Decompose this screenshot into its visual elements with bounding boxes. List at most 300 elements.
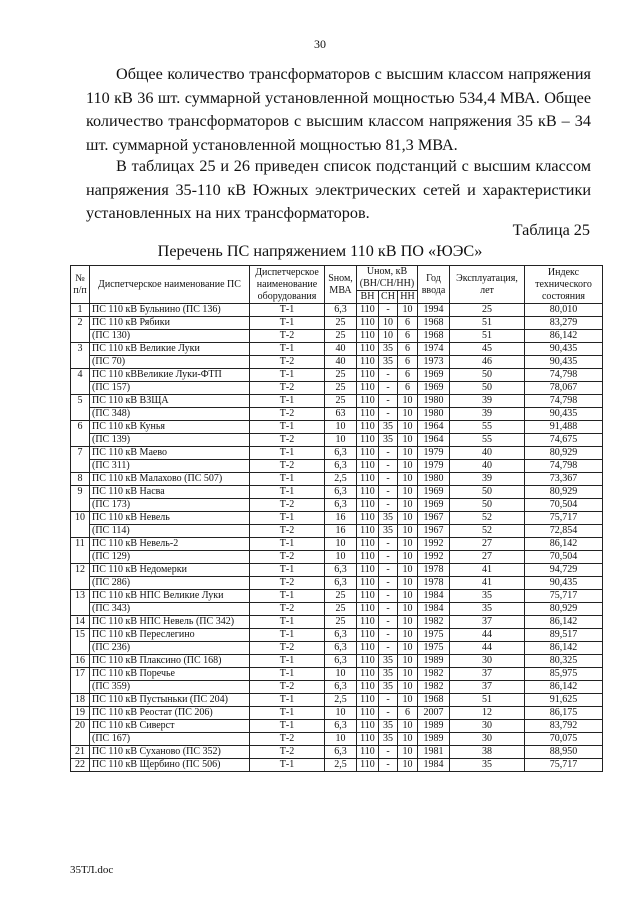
cell-condition-index: 74,798 <box>525 460 603 473</box>
cell-u-vn: 110 <box>357 746 379 759</box>
cell-exploitation: 38 <box>450 746 525 759</box>
cell-num: 17 <box>71 668 90 694</box>
cell-snom: 40 <box>325 356 357 369</box>
cell-u-vn: 110 <box>357 629 379 642</box>
cell-u-nn: 10 <box>398 512 418 525</box>
cell-condition-index: 86,142 <box>525 616 603 629</box>
cell-substation-name: ПС 110 кВ Кунья <box>90 421 250 434</box>
cell-u-sn: - <box>379 382 398 395</box>
header-name: Диспетчерское наименование ПС <box>90 266 250 304</box>
cell-year: 1992 <box>418 551 450 564</box>
table-row <box>71 395 603 408</box>
cell-equipment: Т-1 <box>250 512 325 525</box>
cell-year: 1979 <box>418 460 450 473</box>
table-row <box>71 551 603 564</box>
cell-year: 1989 <box>418 733 450 746</box>
cell-substation-name: ПС 110 кВ Недомерки <box>90 564 250 577</box>
paragraph-transformer-totals: Общее количество трансформаторов с высшим классом напряжения 110 кВ 36 шт. суммарной установленной мощностью 534,4 МВА. Общее количество трансформаторов с высшим классом напряжения 35 кВ – 34 шт. суммарной установленной мощностью 81,3 МВА. <box>86 65 591 154</box>
cell-equipment: Т-2 <box>250 681 325 694</box>
cell-condition-index: 86,142 <box>525 330 603 343</box>
cell-u-sn: 35 <box>379 356 398 369</box>
cell-equipment: Т-2 <box>250 408 325 421</box>
cell-snom: 10 <box>325 421 357 434</box>
cell-exploitation: 50 <box>450 499 525 512</box>
table-row <box>71 655 603 668</box>
cell-u-vn: 110 <box>357 499 379 512</box>
cell-u-vn: 110 <box>357 694 379 707</box>
cell-exploitation: 37 <box>450 681 525 694</box>
cell-substation-name: ПС 110 кВ Рябики <box>90 317 250 330</box>
cell-year: 1973 <box>418 356 450 369</box>
cell-equipment: Т-2 <box>250 733 325 746</box>
cell-snom: 6,3 <box>325 642 357 655</box>
cell-year: 1967 <box>418 512 450 525</box>
header-year: Год ввода <box>418 266 450 304</box>
cell-substation-name: (ПС 129) <box>90 551 250 564</box>
cell-year: 1978 <box>418 577 450 590</box>
cell-u-nn: 10 <box>398 408 418 421</box>
cell-num: 10 <box>71 512 90 538</box>
cell-snom: 2,5 <box>325 694 357 707</box>
cell-substation-name: ПС 110 кВ Переслегино <box>90 629 250 642</box>
cell-substation-name: ПС 110 кВ Малахово (ПС 507) <box>90 473 250 486</box>
cell-num: 4 <box>71 369 90 395</box>
cell-year: 1964 <box>418 434 450 447</box>
table-row <box>71 694 603 707</box>
cell-u-vn: 110 <box>357 733 379 746</box>
cell-u-nn: 10 <box>398 629 418 642</box>
cell-num: 15 <box>71 629 90 655</box>
cell-exploitation: 30 <box>450 720 525 733</box>
cell-num: 6 <box>71 421 90 447</box>
cell-u-vn: 110 <box>357 317 379 330</box>
cell-year: 1982 <box>418 668 450 681</box>
cell-year: 2007 <box>418 707 450 720</box>
cell-condition-index: 86,175 <box>525 707 603 720</box>
cell-u-vn: 110 <box>357 486 379 499</box>
cell-year: 1969 <box>418 499 450 512</box>
cell-substation-name: (ПС 286) <box>90 577 250 590</box>
cell-u-nn: 10 <box>398 499 418 512</box>
cell-u-sn: - <box>379 499 398 512</box>
cell-year: 1964 <box>418 421 450 434</box>
cell-u-vn: 110 <box>357 512 379 525</box>
cell-year: 1969 <box>418 486 450 499</box>
cell-snom: 6,3 <box>325 720 357 733</box>
cell-u-vn: 110 <box>357 707 379 720</box>
cell-year: 1969 <box>418 382 450 395</box>
cell-equipment: Т-1 <box>250 694 325 707</box>
cell-snom: 6,3 <box>325 447 357 460</box>
cell-u-vn: 110 <box>357 343 379 356</box>
cell-snom: 6,3 <box>325 629 357 642</box>
table-row <box>71 408 603 421</box>
cell-u-nn: 10 <box>398 681 418 694</box>
cell-substation-name: ПС 110 кВ Невель <box>90 512 250 525</box>
cell-exploitation: 25 <box>450 304 525 317</box>
header-nn: НН <box>398 291 418 304</box>
cell-num: 16 <box>71 655 90 668</box>
table-row <box>71 330 603 343</box>
cell-year: 1980 <box>418 473 450 486</box>
cell-num: 9 <box>71 486 90 512</box>
table-row <box>71 668 603 681</box>
cell-substation-name: (ПС 130) <box>90 330 250 343</box>
cell-num: 18 <box>71 694 90 707</box>
cell-year: 1975 <box>418 642 450 655</box>
table-row <box>71 434 603 447</box>
cell-condition-index: 88,950 <box>525 746 603 759</box>
cell-num: 5 <box>71 395 90 421</box>
cell-condition-index: 72,854 <box>525 525 603 538</box>
cell-snom: 25 <box>325 369 357 382</box>
cell-num: 13 <box>71 590 90 616</box>
cell-equipment: Т-1 <box>250 486 325 499</box>
cell-snom: 10 <box>325 434 357 447</box>
cell-num: 8 <box>71 473 90 486</box>
cell-u-sn: - <box>379 642 398 655</box>
cell-u-nn: 6 <box>398 330 418 343</box>
cell-snom: 16 <box>325 512 357 525</box>
cell-year: 1989 <box>418 720 450 733</box>
cell-u-nn: 10 <box>398 460 418 473</box>
cell-u-nn: 10 <box>398 759 418 772</box>
table-row <box>71 356 603 369</box>
cell-equipment: Т-1 <box>250 759 325 772</box>
cell-num: 2 <box>71 317 90 343</box>
cell-exploitation: 51 <box>450 330 525 343</box>
cell-u-sn: - <box>379 629 398 642</box>
cell-equipment: Т-1 <box>250 421 325 434</box>
cell-u-sn: 35 <box>379 421 398 434</box>
cell-u-vn: 110 <box>357 590 379 603</box>
cell-u-sn: 10 <box>379 317 398 330</box>
table-row <box>71 707 603 720</box>
cell-u-vn: 110 <box>357 408 379 421</box>
cell-substation-name: ПС 110 кВ Плаксино (ПС 168) <box>90 655 250 668</box>
cell-substation-name: (ПС 70) <box>90 356 250 369</box>
cell-condition-index: 80,929 <box>525 486 603 499</box>
cell-snom: 6,3 <box>325 304 357 317</box>
cell-u-vn: 110 <box>357 421 379 434</box>
cell-condition-index: 74,675 <box>525 434 603 447</box>
table-row <box>71 603 603 616</box>
cell-condition-index: 90,435 <box>525 577 603 590</box>
cell-substation-name: ПС 110 кВ Бульнино (ПС 136) <box>90 304 250 317</box>
header-equipment: Диспетчерское наименование оборудования <box>250 266 325 304</box>
cell-u-sn: 35 <box>379 512 398 525</box>
cell-num: 20 <box>71 720 90 746</box>
cell-equipment: Т-2 <box>250 356 325 369</box>
cell-u-vn: 110 <box>357 655 379 668</box>
cell-substation-name: ПС 110 кВ Пустыньки (ПС 204) <box>90 694 250 707</box>
cell-num: 19 <box>71 707 90 720</box>
cell-equipment: Т-1 <box>250 369 325 382</box>
cell-year: 1980 <box>418 408 450 421</box>
table-row <box>71 512 603 525</box>
table-row <box>71 616 603 629</box>
cell-u-nn: 10 <box>398 551 418 564</box>
table-row <box>71 525 603 538</box>
cell-substation-name: (ПС 173) <box>90 499 250 512</box>
cell-condition-index: 90,435 <box>525 356 603 369</box>
cell-condition-index: 91,488 <box>525 421 603 434</box>
cell-u-vn: 110 <box>357 759 379 772</box>
cell-exploitation: 50 <box>450 369 525 382</box>
cell-equipment: Т-1 <box>250 616 325 629</box>
cell-u-nn: 10 <box>398 486 418 499</box>
cell-exploitation: 55 <box>450 434 525 447</box>
cell-u-nn: 10 <box>398 746 418 759</box>
cell-exploitation: 44 <box>450 642 525 655</box>
cell-condition-index: 80,929 <box>525 603 603 616</box>
cell-u-sn: - <box>379 603 398 616</box>
cell-equipment: Т-1 <box>250 447 325 460</box>
cell-exploitation: 51 <box>450 694 525 707</box>
cell-exploitation: 30 <box>450 655 525 668</box>
cell-year: 1978 <box>418 564 450 577</box>
cell-u-nn: 6 <box>398 369 418 382</box>
cell-u-nn: 10 <box>398 642 418 655</box>
cell-equipment: Т-1 <box>250 538 325 551</box>
table-row <box>71 343 603 356</box>
cell-u-nn: 10 <box>398 421 418 434</box>
cell-substation-name: ПС 110 кВ Великие Луки <box>90 343 250 356</box>
cell-exploitation: 44 <box>450 629 525 642</box>
header-snom: Sном, МВА <box>325 266 357 304</box>
cell-year: 1989 <box>418 655 450 668</box>
cell-equipment: Т-2 <box>250 330 325 343</box>
cell-condition-index: 90,435 <box>525 343 603 356</box>
cell-equipment: Т-2 <box>250 382 325 395</box>
table-row <box>71 577 603 590</box>
cell-u-sn: 10 <box>379 330 398 343</box>
cell-snom: 6,3 <box>325 460 357 473</box>
cell-u-vn: 110 <box>357 551 379 564</box>
cell-u-nn: 10 <box>398 694 418 707</box>
cell-u-vn: 110 <box>357 525 379 538</box>
cell-year: 1984 <box>418 603 450 616</box>
cell-snom: 6,3 <box>325 486 357 499</box>
cell-u-vn: 110 <box>357 564 379 577</box>
cell-snom: 25 <box>325 330 357 343</box>
cell-snom: 6,3 <box>325 655 357 668</box>
cell-snom: 25 <box>325 382 357 395</box>
table-row <box>71 369 603 382</box>
cell-substation-name: ПС 110 кВ Невель-2 <box>90 538 250 551</box>
cell-u-sn: - <box>379 395 398 408</box>
cell-condition-index: 74,798 <box>525 395 603 408</box>
cell-u-vn: 110 <box>357 720 379 733</box>
cell-exploitation: 37 <box>450 616 525 629</box>
cell-exploitation: 35 <box>450 759 525 772</box>
cell-u-sn: - <box>379 616 398 629</box>
cell-exploitation: 37 <box>450 668 525 681</box>
table-row <box>71 759 603 772</box>
cell-condition-index: 90,435 <box>525 408 603 421</box>
cell-equipment: Т-1 <box>250 720 325 733</box>
header-unom: Uном, кВ (ВН/СН/НН) <box>357 266 418 291</box>
cell-u-sn: - <box>379 707 398 720</box>
table-row <box>71 746 603 759</box>
cell-condition-index: 91,625 <box>525 694 603 707</box>
cell-u-vn: 110 <box>357 304 379 317</box>
cell-u-nn: 10 <box>398 603 418 616</box>
cell-substation-name: ПС 110 кВ НПС Невель (ПС 342) <box>90 616 250 629</box>
cell-u-sn: 35 <box>379 681 398 694</box>
table-row <box>71 564 603 577</box>
cell-condition-index: 70,504 <box>525 499 603 512</box>
cell-u-sn: 35 <box>379 733 398 746</box>
table-row <box>71 733 603 746</box>
cell-u-sn: 35 <box>379 655 398 668</box>
cell-equipment: Т-2 <box>250 460 325 473</box>
cell-u-vn: 110 <box>357 369 379 382</box>
cell-num: 7 <box>71 447 90 473</box>
cell-snom: 10 <box>325 538 357 551</box>
cell-u-sn: - <box>379 590 398 603</box>
cell-equipment: Т-1 <box>250 473 325 486</box>
cell-exploitation: 40 <box>450 447 525 460</box>
cell-exploitation: 46 <box>450 356 525 369</box>
cell-exploitation: 52 <box>450 525 525 538</box>
cell-u-sn: - <box>379 304 398 317</box>
cell-u-vn: 110 <box>357 460 379 473</box>
cell-u-nn: 10 <box>398 434 418 447</box>
cell-u-sn: 35 <box>379 720 398 733</box>
cell-u-sn: 35 <box>379 525 398 538</box>
cell-u-nn: 10 <box>398 733 418 746</box>
cell-u-sn: - <box>379 577 398 590</box>
cell-u-nn: 10 <box>398 304 418 317</box>
cell-u-nn: 10 <box>398 564 418 577</box>
cell-condition-index: 70,075 <box>525 733 603 746</box>
cell-u-sn: - <box>379 538 398 551</box>
cell-u-nn: 6 <box>398 343 418 356</box>
cell-year: 1967 <box>418 525 450 538</box>
table-row <box>71 642 603 655</box>
cell-condition-index: 80,010 <box>525 304 603 317</box>
cell-substation-name: (ПС 236) <box>90 642 250 655</box>
cell-substation-name: ПС 110 кВ Щербино (ПС 506) <box>90 759 250 772</box>
cell-u-sn: - <box>379 473 398 486</box>
cell-equipment: Т-1 <box>250 629 325 642</box>
cell-snom: 10 <box>325 733 357 746</box>
cell-substation-name: (ПС 348) <box>90 408 250 421</box>
cell-exploitation: 27 <box>450 538 525 551</box>
cell-condition-index: 75,717 <box>525 759 603 772</box>
cell-condition-index: 75,717 <box>525 512 603 525</box>
cell-exploitation: 12 <box>450 707 525 720</box>
cell-condition-index: 86,142 <box>525 642 603 655</box>
cell-u-vn: 110 <box>357 447 379 460</box>
cell-equipment: Т-2 <box>250 525 325 538</box>
cell-u-sn: 35 <box>379 343 398 356</box>
cell-equipment: Т-1 <box>250 707 325 720</box>
cell-u-vn: 110 <box>357 382 379 395</box>
table-row <box>71 538 603 551</box>
cell-year: 1968 <box>418 330 450 343</box>
cell-condition-index: 83,279 <box>525 317 603 330</box>
page-number: 30 <box>314 37 326 51</box>
cell-u-sn: 35 <box>379 434 398 447</box>
cell-u-vn: 110 <box>357 356 379 369</box>
cell-u-vn: 110 <box>357 434 379 447</box>
cell-condition-index: 78,067 <box>525 382 603 395</box>
cell-u-nn: 10 <box>398 668 418 681</box>
cell-year: 1969 <box>418 369 450 382</box>
cell-u-nn: 10 <box>398 616 418 629</box>
table-row <box>71 681 603 694</box>
table-row <box>71 304 603 317</box>
cell-condition-index: 89,517 <box>525 629 603 642</box>
cell-snom: 6,3 <box>325 577 357 590</box>
cell-u-nn: 10 <box>398 473 418 486</box>
cell-u-nn: 10 <box>398 720 418 733</box>
cell-equipment: Т-2 <box>250 551 325 564</box>
cell-equipment: Т-1 <box>250 564 325 577</box>
table-row <box>71 421 603 434</box>
cell-snom: 10 <box>325 668 357 681</box>
cell-year: 1974 <box>418 343 450 356</box>
cell-snom: 6,3 <box>325 564 357 577</box>
cell-snom: 6,3 <box>325 681 357 694</box>
cell-u-vn: 110 <box>357 603 379 616</box>
cell-substation-name: ПС 110 кВ Суханово (ПС 352) <box>90 746 250 759</box>
cell-exploitation: 41 <box>450 564 525 577</box>
table-row <box>71 499 603 512</box>
table-row <box>71 473 603 486</box>
header-exploitation: Эксплуатация, лет <box>450 266 525 304</box>
cell-u-vn: 110 <box>357 473 379 486</box>
table-title: Перечень ПС напряжением 110 кВ ПО «ЮЭС» <box>157 242 483 260</box>
cell-u-nn: 6 <box>398 356 418 369</box>
cell-u-nn: 10 <box>398 590 418 603</box>
cell-u-nn: 6 <box>398 382 418 395</box>
cell-substation-name: (ПС 157) <box>90 382 250 395</box>
table-row <box>71 590 603 603</box>
cell-u-nn: 6 <box>398 707 418 720</box>
cell-condition-index: 86,142 <box>525 538 603 551</box>
cell-u-sn: - <box>379 694 398 707</box>
cell-snom: 6,3 <box>325 499 357 512</box>
cell-equipment: Т-2 <box>250 499 325 512</box>
cell-exploitation: 45 <box>450 343 525 356</box>
cell-u-sn: - <box>379 759 398 772</box>
cell-u-vn: 110 <box>357 330 379 343</box>
cell-substation-name: (ПС 139) <box>90 434 250 447</box>
cell-exploitation: 39 <box>450 395 525 408</box>
cell-exploitation: 35 <box>450 603 525 616</box>
cell-u-nn: 6 <box>398 317 418 330</box>
cell-exploitation: 52 <box>450 512 525 525</box>
cell-u-sn: - <box>379 486 398 499</box>
cell-u-nn: 10 <box>398 447 418 460</box>
cell-condition-index: 75,717 <box>525 590 603 603</box>
cell-equipment: Т-2 <box>250 577 325 590</box>
cell-year: 1979 <box>418 447 450 460</box>
paragraph-tables-intro: В таблицах 25 и 26 приведен список подстанций с высшим классом напряжения 35-110 кВ Южных электрических сетей и характеристики установленных на них трансформаторов. <box>86 157 591 222</box>
cell-snom: 2,5 <box>325 473 357 486</box>
cell-condition-index: 85,975 <box>525 668 603 681</box>
cell-substation-name: ПС 110 кВ Сиверст <box>90 720 250 733</box>
header-num: № п/п <box>71 266 90 304</box>
cell-u-nn: 10 <box>398 538 418 551</box>
cell-num: 3 <box>71 343 90 369</box>
cell-equipment: Т-2 <box>250 603 325 616</box>
header-condition-index: Индекс технического состояния <box>525 266 603 304</box>
cell-u-vn: 110 <box>357 668 379 681</box>
